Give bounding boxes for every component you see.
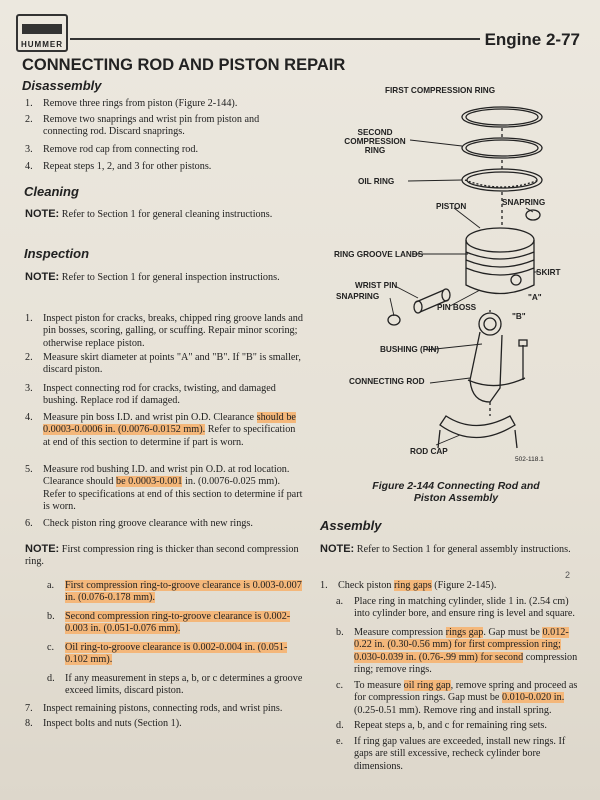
label-piston: PISTON [436, 202, 467, 211]
label-wrist-pin: WRIST PIN [355, 281, 398, 290]
section-header: Engine 2-77 [484, 30, 580, 49]
label-second-compression-ring: SECOND COMPRESSION RING [344, 128, 406, 155]
label-snapring: SNAPRING [502, 198, 546, 207]
heading-inspection: Inspection [24, 246, 90, 261]
label-ring-groove-lands: RING GROOVE LANDS [334, 250, 424, 259]
inspection-note-2: NOTE: First compression ring is thicker than second compression ring. [25, 543, 299, 568]
label-rod-cap: ROD CAP [410, 447, 448, 456]
label-point-b: "B" [512, 312, 526, 321]
label-bushing: BUSHING (PIN) [380, 345, 440, 354]
heading-cleaning: Cleaning [24, 184, 79, 199]
header-rule [70, 38, 480, 40]
cleaning-note: NOTE: Refer to Section 1 for general cleaning instructions. [25, 208, 273, 220]
label-first-compression-ring: FIRST COMPRESSION RING [385, 86, 496, 95]
figure-caption: Figure 2-144 Connecting Rod and Piston Assembly [372, 480, 540, 504]
page-title: CONNECTING ROD AND PISTON REPAIR [22, 56, 346, 74]
margin-mark: 2 [565, 570, 571, 580]
inspection-note: NOTE: Refer to Section 1 for general inspection instructions. [25, 271, 280, 283]
label-oil-ring: OIL RING [358, 177, 395, 186]
figure-id: 502-118.1 [515, 456, 544, 463]
label-snapring-2: SNAPRING [336, 292, 380, 301]
label-connecting-rod: CONNECTING ROD [349, 377, 425, 386]
manual-page: HUMMER Engine 2-77 CONNECTING ROD AND PISTON REPAIR Disassembly 1. Remove three rings from piston (Figure 2-144). 2. Remove two snaprings and wrist pin from piston and connecting rod. Discard snaprings. 3. Remove rod cap from connecting rod. 4. Repeat steps 1, 2, and 3 for other pistons. Cleaning NOTE: Refer to Section 1 for general cleaning instructions. Inspection NOTE: Refer to Section 1 for general inspection instructions. 1. Inspect piston for cracks, breaks, chipped ring groove lands and pin bosses, scoring, galling, or scuffing. Repair minor scoring; otherwise replace piston. 2. Measure skirt diameter at points "A" and "B". If "B" is smaller, discard piston. 3. Inspect connecting rod for cracks, twisting, and damaged bushing. Replace rod if damaged. 4. Measure pin boss I.D. and wrist pin O.D. Clearance should be 0.0003-0.0006 in. (0.0076-0.0152 mm). Refer to specification at end of this section to determine if part is worn. 5. Measure rod bushing I.D. and wrist pin O.D. at rod location. Clearance should be 0.0003-0.001 in. (0.0076-0.025 mm). Refer to specifications at end of this section to determine if part is worn. 6. Check piston ring groove clearance with new rings. NOTE: First compression ring is thicker than second compression ring. a. First compression ring-to-groove clearance is 0.003-0.007 in. (0.076-0.178 mm). b. Second compression ring-to-groove clearance is 0.002- 0.003 in. (0.051-0.076 mm). c. Oil ring-to-groove clearance is 0.002-0.004 in. (0.051-0.102 mm). d. If any measurement in steps a, b, or c determines a groove exceed limits, discard piston. 7. Inspect remaining pistons, connecting rods, and wrist pins. 8. Inspect bolts and nuts (Section 1). FIRST COMPRESSION RING SECOND COMPRESSION RING OIL RING PISTON SNAPRING RING GROOVE LANDS SKIRT WRIST PIN SNAPRING "A" PIN BOSS "B" BUSHING (PIN) CONNECTING ROD ROD CAP 502-118.1 Figure 2-144 Connecting Rod and Piston Assembly Assembly NOTE: Refer to Section 1 for general assembly instructions. 2 1. Check piston ring gaps (Figure 2-145). a. Place ring in matching cylinder, slide 1 in. (2.54 cm) into cylinder bore, and ensure ring is level and square. b. Measure compression rings gap. Gap must be 0.012-0.22 in. (0.30-0.56 mm) for first compression ring; 0.030-0.039 in. (0.76-.99 mm) for second compression ring; remove rings. c. To measure oil ring gap, remove spring and proceed as for compression rings. Gap must be 0.010-0.020 in. (0.25-0.51 mm). Remove ring and install spring. d. Repeat steps a, b, and c for remaining ring sets. e. If ring gap values are exceeded, install new rings. If gaps are still excessive, recheck cylinder bore dimensions. [0, 0, 600, 800]
assembly-note: NOTE: Refer to Section 1 for general assembly instructions. [320, 543, 571, 555]
label-skirt: SKIRT [536, 268, 561, 277]
heading-disassembly: Disassembly [22, 78, 102, 93]
label-point-a: "A" [528, 293, 542, 302]
label-pin-boss: PIN BOSS [437, 303, 477, 312]
heading-assembly: Assembly [320, 518, 382, 533]
hummer-logo: HUMMER [16, 14, 68, 52]
